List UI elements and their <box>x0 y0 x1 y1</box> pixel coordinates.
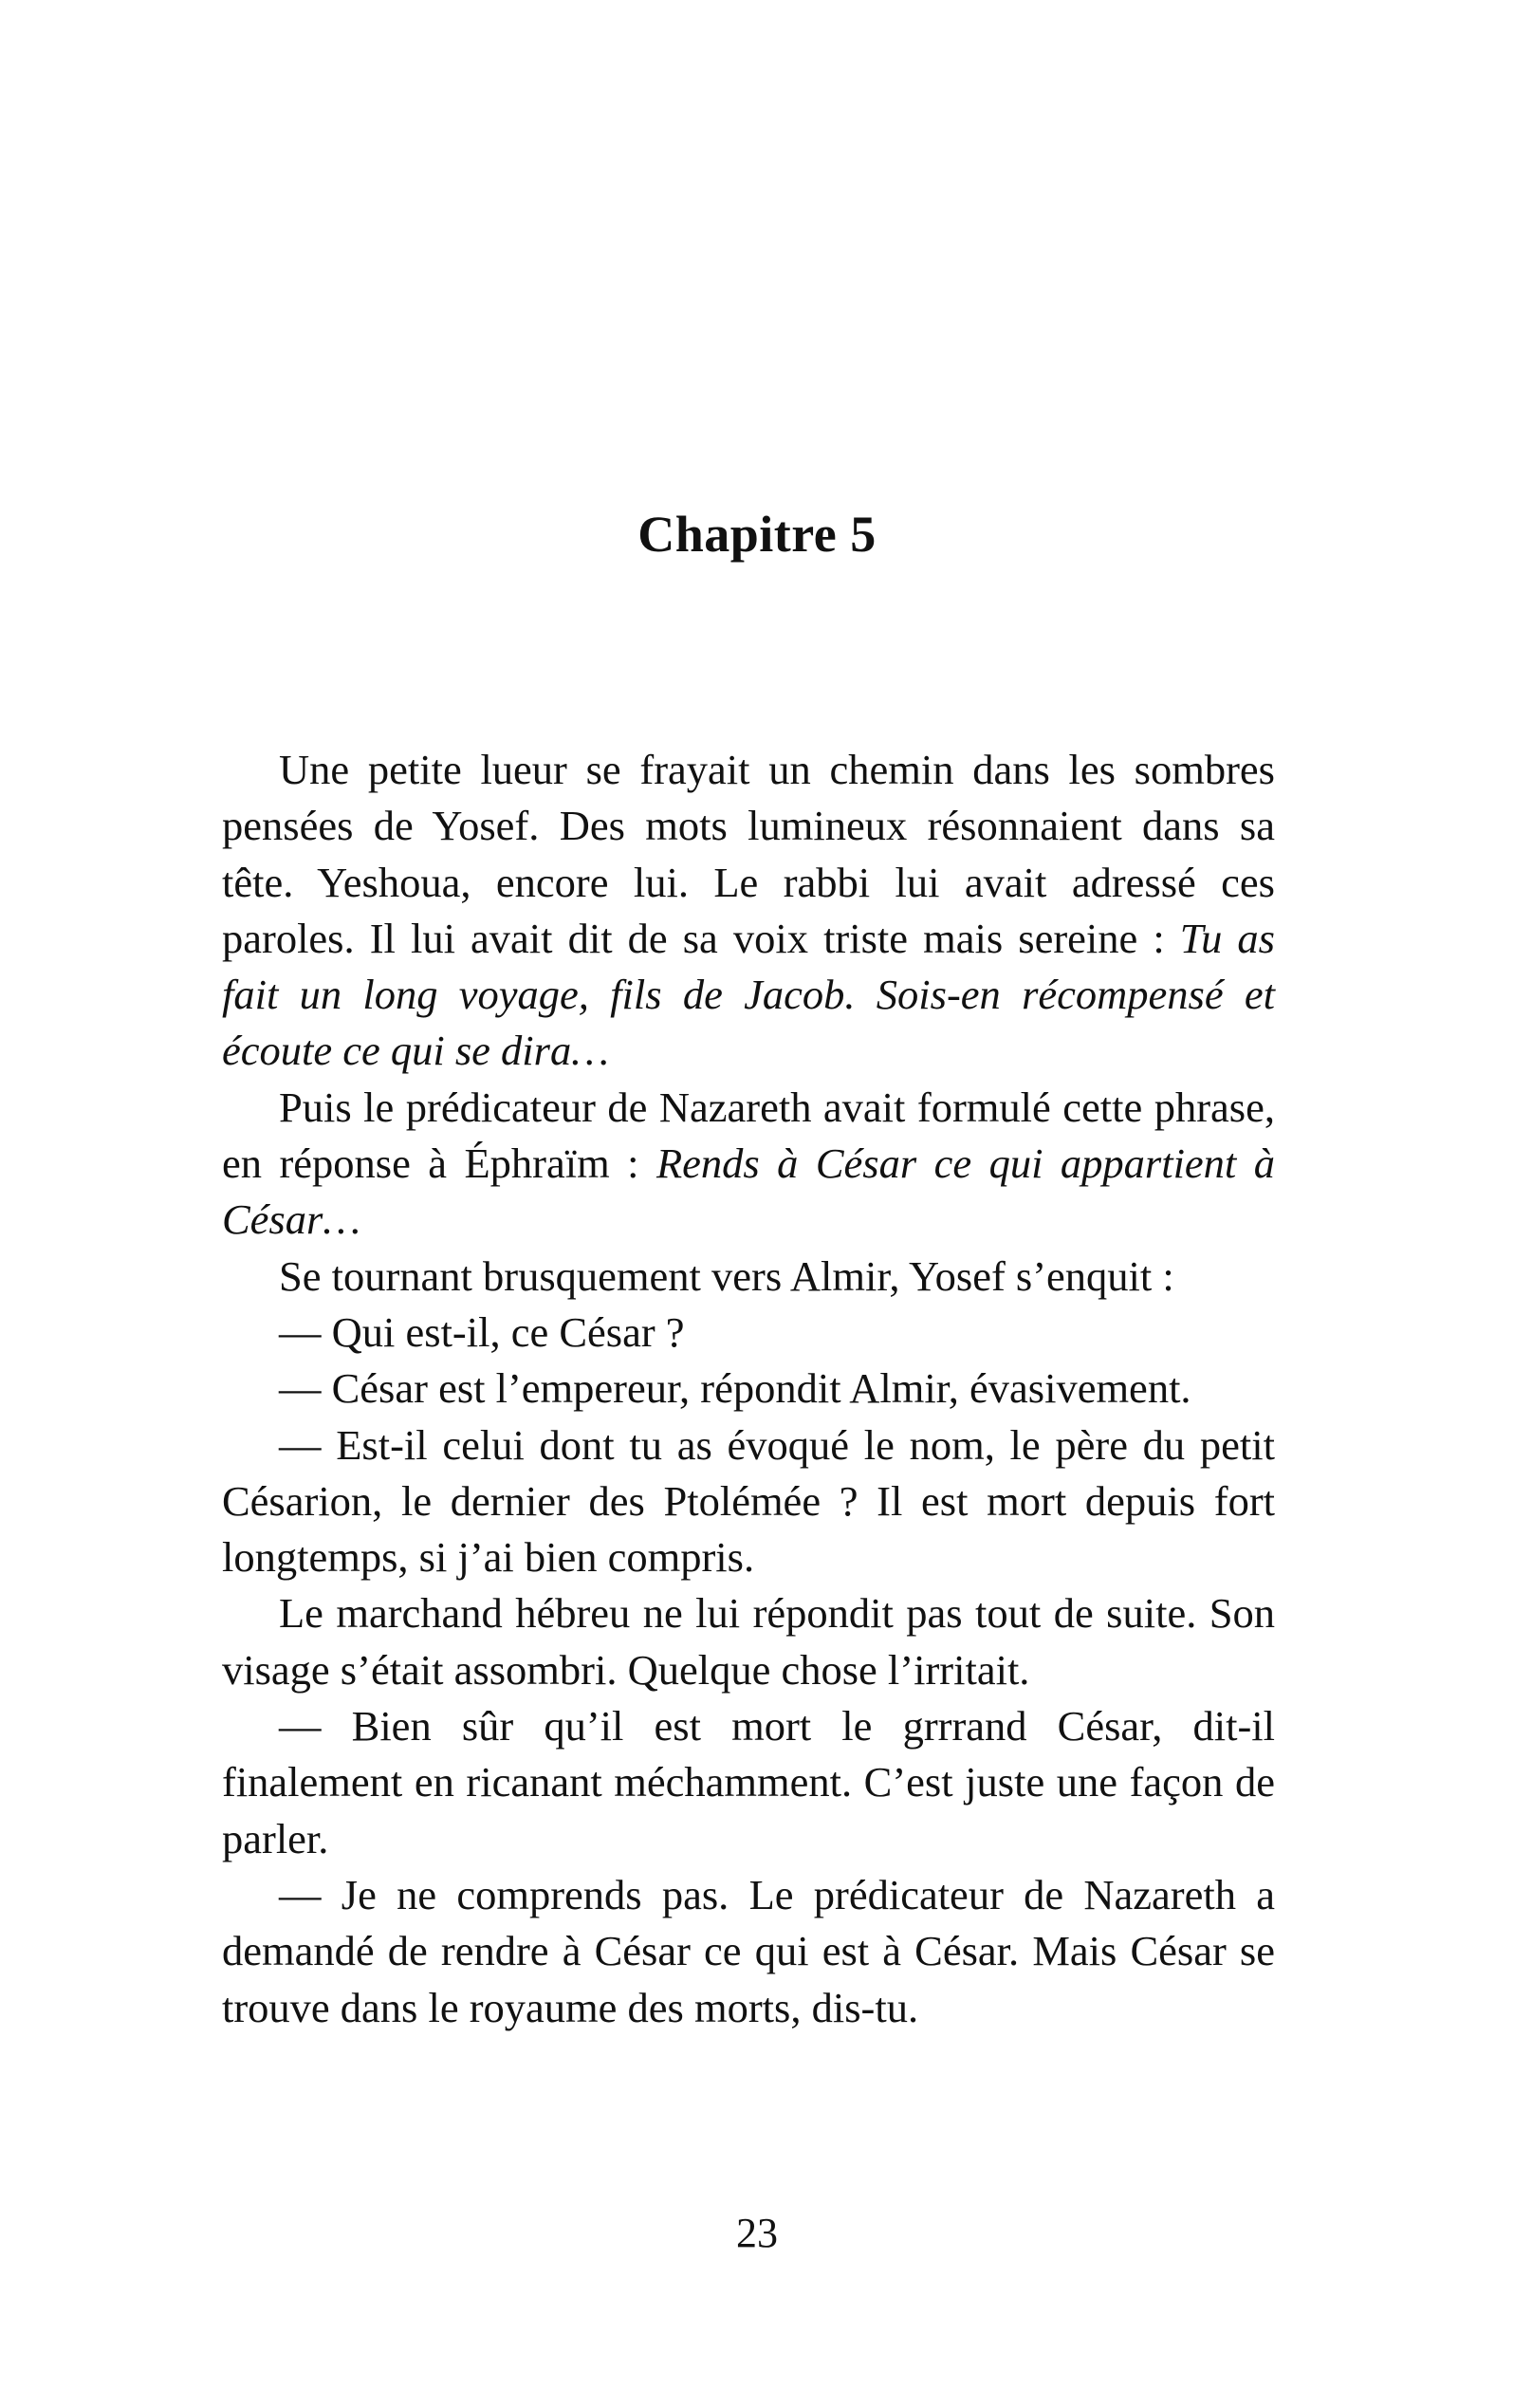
paragraph <box>222 1585 1275 1698</box>
paragraph <box>222 1249 1275 1305</box>
dialogue-line <box>222 1417 1275 1586</box>
text-segment: Le marchand hébreu ne lui répondit pas tout de suite. Son visage s’était assombri. Quelque chose l’irritait. <box>222 1589 1275 1694</box>
text-segment: — Qui est-il, ce César ? <box>279 1307 685 1356</box>
italic-segment: Rends à César ce qui appartient à César… <box>222 1139 1275 1244</box>
text-segment: Se tournant brusquement vers Almir, Yosef s’enquit : <box>279 1251 1174 1300</box>
text-segment: Puis le prédicateur de Nazareth avait formulé cette phrase, en réponse à Éphraïm : <box>222 1083 1275 1188</box>
dialogue-line <box>222 1305 1275 1361</box>
text-segment: — Je ne comprends pas. Le prédicateur de Nazareth a demandé de rendre à César ce qui est à César. Mais César se trouve dans le royaume des morts, dis-tu. <box>222 1870 1275 2031</box>
italic-segment: Tu as fait un long voyage, fils de Jacob. Sois-en récompensé et écoute ce qui se dira… <box>222 914 1275 1075</box>
body-text <box>222 742 1275 2036</box>
dialogue-line <box>222 1698 1275 1867</box>
paragraph <box>222 1080 1275 1249</box>
dialogue-line <box>222 1361 1275 1417</box>
text-segment: — César est l’empereur, répondit Almir, évasivement. <box>279 1364 1191 1413</box>
text-segment: — Est-il celui dont tu as évoqué le nom, le père du petit Césarion, le dernier des Ptolémée ? Il est mort depuis fort longtemps, si j’ai bien compris. <box>222 1420 1275 1582</box>
chapter-title: Chapitre 5 <box>637 506 877 563</box>
dialogue-line <box>222 1867 1275 2036</box>
text-segment: Une petite lueur se frayait un chemin dans les sombres pensées de Yosef. Des mots lumineux résonnaient dans sa tête. Yeshoua, encore lui. Le rabbi lui avait adressé ces paroles. Il lui avait dit de sa voix triste mais sereine : <box>222 746 1275 962</box>
text-segment: — Bien sûr qu’il est mort le grrrand César, dit-il finalement en ricanant méchamment. C’est juste une façon de parler. <box>222 1702 1275 1862</box>
paragraph <box>222 742 1275 1080</box>
page-number: 23 <box>736 2210 778 2256</box>
